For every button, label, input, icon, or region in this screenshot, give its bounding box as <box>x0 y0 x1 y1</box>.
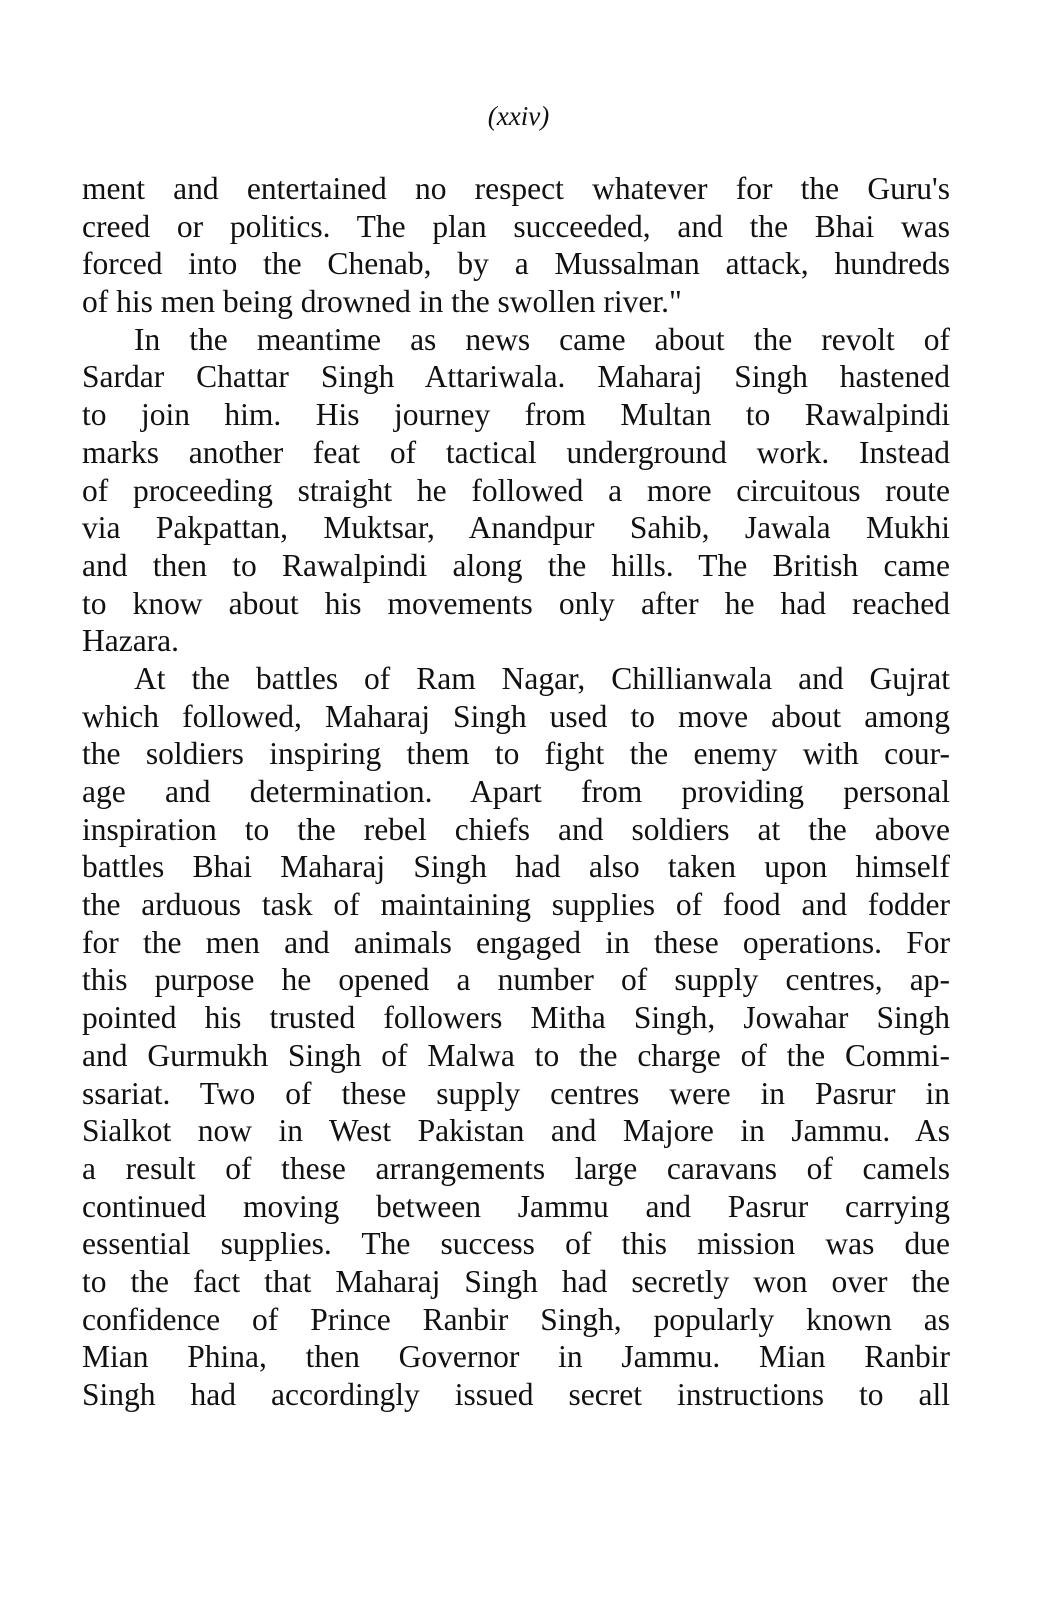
text-line: for the men and animals engaged in these operations. For <box>82 924 950 960</box>
text-line: to the fact that Maharaj Singh had secretly won over the <box>82 1263 950 1299</box>
paragraph <box>82 321 950 660</box>
text-line: pointed his trusted followers Mitha Singh, Jowahar Singh <box>82 1000 950 1036</box>
paragraph <box>82 660 950 1414</box>
text-line: confidence of Prince Ranbir Singh, popularly known as <box>82 1301 950 1337</box>
text-line: the soldiers inspiring them to fight the enemy with cour- <box>82 736 950 772</box>
text-line: battles Bhai Maharaj Singh had also taken upon himself <box>82 849 950 885</box>
text-line: the arduous task of maintaining supplies of food and fodder <box>82 887 950 923</box>
text-line: At the battles of Ram Nagar, Chillianwala and Gujrat <box>134 660 950 696</box>
page-number: (xxiv) <box>487 101 550 131</box>
text-line: continued moving between Jammu and Pasrur carrying <box>82 1188 950 1224</box>
text-line: and then to Rawalpindi along the hills. The British came <box>82 547 950 583</box>
text-line: via Pakpattan, Muktsar, Anandpur Sahib, Jawala Mukhi <box>82 510 950 546</box>
text-line: which followed, Maharaj Singh used to move about among <box>82 698 950 734</box>
text-line: ment and entertained no respect whatever for the Guru's <box>82 171 950 206</box>
text-line: Singh had accordingly issued secret instructions to all <box>82 1377 950 1412</box>
text-line: age and determination. Apart from providing personal <box>82 774 950 809</box>
text-line: this purpose he opened a number of supply centres, ap- <box>82 962 950 998</box>
paragraph <box>82 170 950 321</box>
text-line: of his men being drowned in the swollen river." <box>82 284 682 320</box>
text-line: a result of these arrangements large caravans of camels <box>82 1150 950 1186</box>
text-line: and Gurmukh Singh of Malwa to the charge of the Commi- <box>82 1037 950 1073</box>
text-line: to join him. His journey from Multan to Rawalpindi <box>82 397 950 433</box>
text-line: ssariat. Two of these supply centres were in Pasrur in <box>82 1075 950 1111</box>
text-line: Sardar Chattar Singh Attariwala. Maharaj Singh hastened <box>82 359 950 395</box>
text-line: Sialkot now in West Pakistan and Majore in Jammu. As <box>82 1113 950 1149</box>
text-line: inspiration to the rebel chiefs and soldiers at the above <box>82 811 950 847</box>
text-line: Mian Phina, then Governor in Jammu. Mian Ranbir <box>82 1339 950 1375</box>
text-line: essential supplies. The success of this mission was due <box>82 1226 950 1262</box>
body-text <box>82 170 950 1414</box>
text-line: forced into the Chenab, by a Mussalman attack, hundreds <box>82 246 950 282</box>
text-line: marks another feat of tactical underground work. Instead <box>82 434 950 470</box>
text-line: to know about his movements only after he had reached <box>82 585 950 621</box>
text-line: Hazara. <box>82 623 180 659</box>
text-line: In the meantime as news came about the revolt of <box>134 321 950 357</box>
text-line: creed or politics. The plan succeeded, and the Bhai was <box>82 208 950 244</box>
text-line: of proceeding straight he followed a more circuitous route <box>82 472 950 508</box>
